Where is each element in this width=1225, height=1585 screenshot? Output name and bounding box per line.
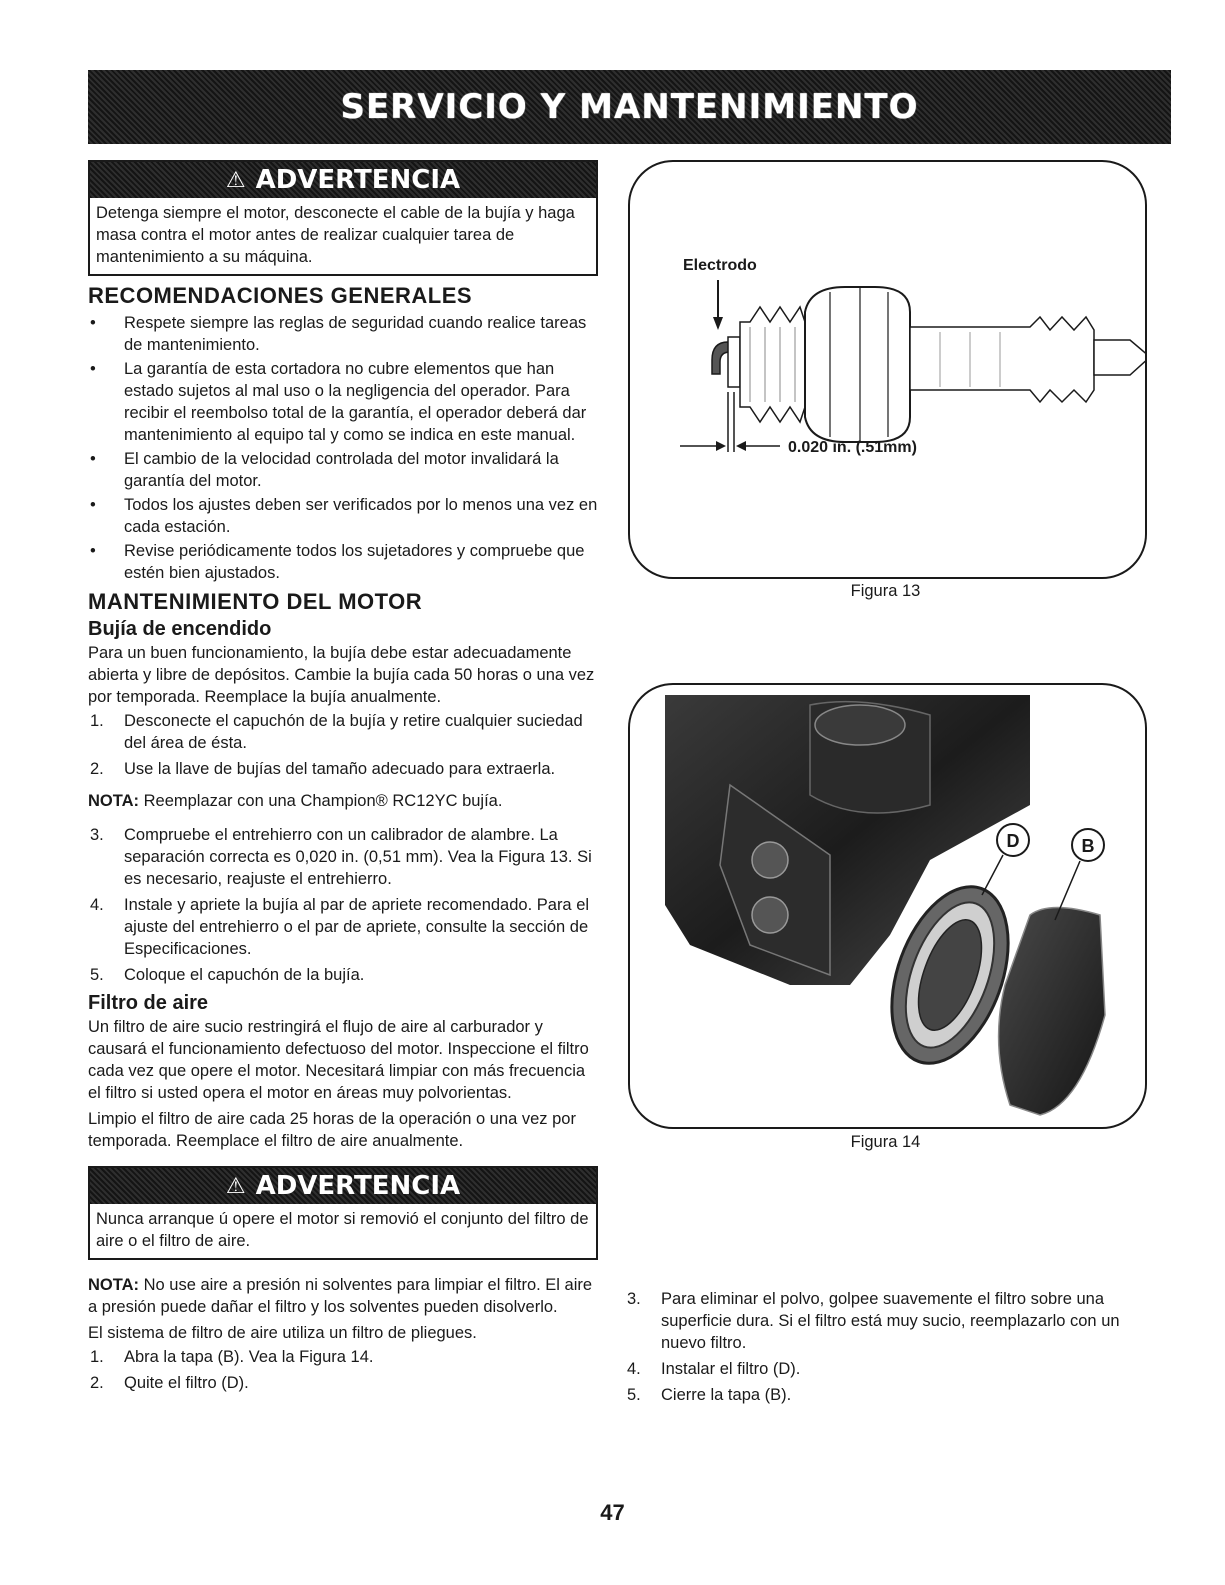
left-column xyxy=(88,160,598,1398)
list-item: 4. Instalar el filtro (D). xyxy=(627,1360,801,1378)
figure-14-caption: Figura 14 xyxy=(850,1133,921,1151)
warning-triangle-icon: ⚠ xyxy=(225,1173,246,1199)
spark-plug-note: NOTA: Reemplazar con una Champion® RC12YC bujía. xyxy=(88,792,503,810)
list-item: • Revise periódicamente todos los sujetadores y compruebe que estén bien ajustados. xyxy=(88,540,598,584)
warning-title: ADVERTENCIA xyxy=(255,1171,461,1201)
list-item: 4. Instale y apriete la bujía al par de apriete recomendado. Para el ajuste del entrehierro o el par de apriete, consulte la sección de Especificaciones. xyxy=(90,896,590,958)
page-banner xyxy=(88,70,1171,144)
list-item: 5. Coloque el capuchón de la bujía. xyxy=(90,966,365,984)
spark-plug-diagram xyxy=(630,162,1145,577)
section-title-general: RECOMENDACIONES GENERALES xyxy=(88,283,473,308)
figure-14-air-filter xyxy=(628,683,1147,1129)
list-item: 1. Desconecte el capuchón de la bujía y retire cualquier suciedad del área de ésta. xyxy=(90,712,583,752)
air-filter-system: El sistema de filtro de aire utiliza un filtro de pliegues. xyxy=(88,1324,477,1342)
list-item: • El cambio de la velocidad controlada del motor invalidará la garantía del motor. xyxy=(88,448,598,492)
subsection-title-spark-plug: Bujía de encendido xyxy=(88,618,272,640)
electrode-label: Electrodo xyxy=(683,257,757,274)
warning-title: ADVERTENCIA xyxy=(255,165,461,195)
right-column-steps xyxy=(625,1286,1145,1410)
list-item: 2. Use la llave de bujías del tamaño adecuado para extraerla. xyxy=(90,760,556,778)
warning-header xyxy=(90,162,596,198)
air-filter-paragraph-2: Limpio el filtro de aire cada 25 horas de la operación o una vez por temporada. Reemplace el filtro de aire anualmente. xyxy=(88,1110,576,1150)
list-item: • La garantía de esta cortadora no cubre elementos que han estado sujetos al mal uso o la negligencia del operador. Para recibir el reembolso total de la garantía, el operador deberá dar mantenimiento al equipo tal y como se indica en este manual. xyxy=(88,358,598,446)
figure-13-caption: Figura 13 xyxy=(850,582,921,600)
figure-13-spark-plug xyxy=(628,160,1147,579)
callout-b: B xyxy=(1081,836,1095,856)
warning-box-air-filter xyxy=(88,1166,598,1260)
subsection-title-air-filter: Filtro de aire xyxy=(88,992,209,1014)
spark-plug-steps-b xyxy=(88,824,598,986)
gap-label: 0.020 in. (.51mm) xyxy=(788,439,917,456)
air-filter-note: NOTA: No use aire a presión ni solventes para limpiar el filtro. El aire a presión puede dañar el filtro y los solventes pueden disolverlo. xyxy=(88,1276,593,1316)
general-bullets xyxy=(88,312,598,584)
air-filter-photo xyxy=(630,685,1145,1127)
spark-plug-intro: Para un buen funcionamiento, la bujía debe estar adecuadamente abierta y libre de depósitos. Cambie la bujía cada 50 horas o una vez por temporada. Reemplace la bujía anualmente. xyxy=(88,644,595,706)
warning-text: Nunca arranque ú opere el motor si removió el conjunto del filtro de aire o el filtro de aire. xyxy=(96,1210,589,1250)
list-item: 1. Abra la tapa (B). Vea la Figura 14. xyxy=(90,1348,374,1366)
list-item: 2. Quite el filtro (D). xyxy=(90,1374,249,1392)
warning-box-general xyxy=(88,160,598,276)
page-number: 47 xyxy=(600,1500,625,1525)
air-filter-steps-left xyxy=(88,1346,598,1394)
warning-text: Detenga siempre el motor, desconecte el cable de la bujía y haga masa contra el motor antes de realizar cualquier tarea de mantenimiento a su máquina. xyxy=(96,204,575,266)
list-item: 3. Compruebe el entrehierro con un calibrador de alambre. La separación correcta es 0,020 in. (0,51 mm). Vea la Figura 13. Si es necesario, reajuste el entrehierro. xyxy=(90,826,592,888)
warning-header xyxy=(90,1168,596,1204)
air-filter-paragraph-1: Un filtro de aire sucio restringirá el flujo de aire al carburador y causará el funcionamiento defectuoso del motor. Inspeccione el filtro cada vez que opere el motor. Necesitará limpiar con más frecuencia el filtro si usted opera el motor en áreas muy polvorientas. xyxy=(88,1018,589,1102)
spark-plug-steps-a xyxy=(88,710,598,780)
list-item: 5. Cierre la tapa (B). xyxy=(627,1386,792,1404)
list-item: 3. Para eliminar el polvo, golpee suavemente el filtro sobre una superficie dura. Si el filtro está muy sucio, reemplazarlo con un nuevo filtro. xyxy=(627,1290,1120,1352)
page-title: SERVICIO Y MANTENIMIENTO xyxy=(340,87,919,127)
list-item: • Todos los ajustes deben ser verificados por lo menos una vez en cada estación. xyxy=(88,494,598,538)
warning-triangle-icon: ⚠ xyxy=(225,167,246,193)
callout-d: D xyxy=(1006,831,1020,851)
list-item: • Respete siempre las reglas de seguridad cuando realice tareas de mantenimiento. xyxy=(88,312,598,356)
section-title-engine: MANTENIMIENTO DEL MOTOR xyxy=(88,589,423,614)
